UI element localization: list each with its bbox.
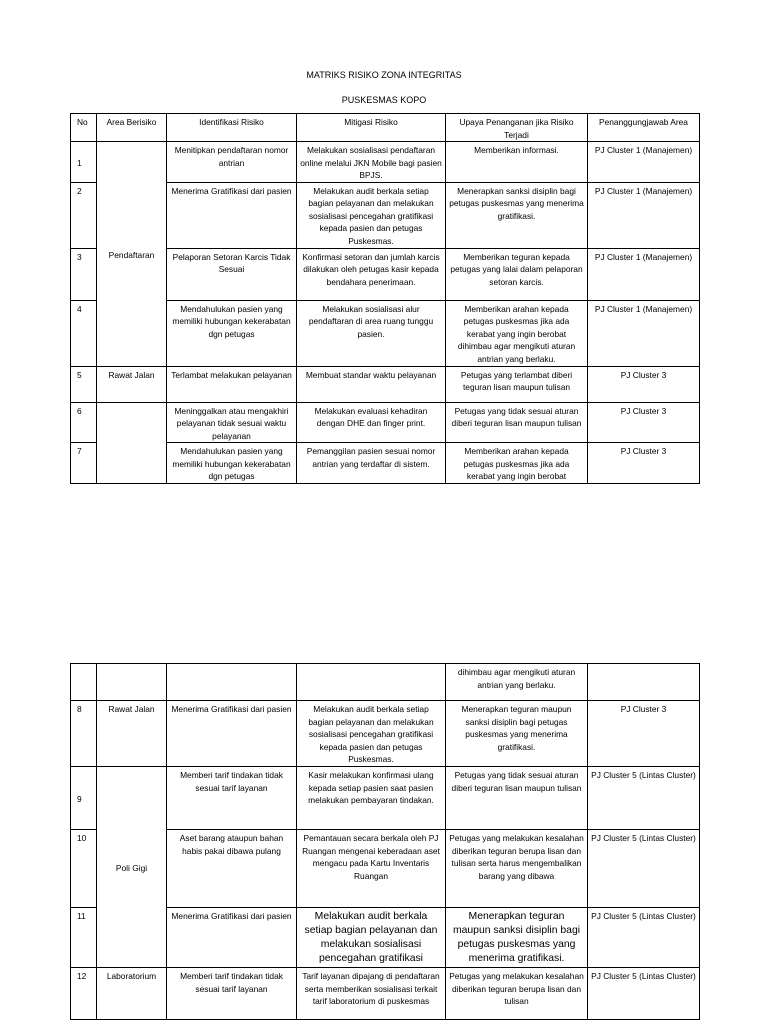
identifikasi-cell: Menerima Gratifikasi dari pasien [167,908,297,968]
document-subtitle: PUSKESMAS KOPO [341,95,427,105]
upaya-cell: Petugas yang melakukan kesalahan diberikan teguran berupa lisan dan tulisan [446,968,588,1020]
area-cell: Laboratorium [97,968,167,1020]
identifikasi-cell: Menerima Gratifikasi dari pasien [167,182,297,248]
area-cell-empty [97,664,167,701]
row-no: 7 [71,443,97,484]
identifikasi-cell-empty [167,664,297,701]
row-no: 11 [71,908,97,968]
pj-cell: PJ Cluster 1 (Manajemen) [588,248,700,300]
pj-cell: PJ Cluster 3 [588,402,700,443]
pj-cell: PJ Cluster 3 [588,366,700,402]
pj-cell: PJ Cluster 1 (Manajemen) [588,300,700,366]
table-row [71,968,700,1020]
mitigasi-cell: Melakukan audit berkala setiap bagian pelayanan dan melakukan sosialisasi pencegahan gratifikasi kepada pasien dan petugas Puskesmas. [297,701,446,767]
row-no: 6 [71,402,97,443]
area-cell: Rawat Jalan [97,366,167,402]
header-identifikasi: Identifikasi Risiko [167,114,297,142]
pj-cell: PJ Cluster 1 (Manajemen) [588,182,700,248]
mitigasi-cell: Melakukan sosialisasi alur pendaftaran di area ruang tunggu pasien. [297,300,446,366]
identifikasi-cell: Meninggalkan atau mengakhiri pelayanan tidak sesuai waktu pelayanan [167,402,297,443]
row-no: 12 [71,968,97,1020]
area-cell: Rawat Jalan [97,701,167,767]
pj-cell: PJ Cluster 3 [588,701,700,767]
risk-matrix-table-page-1 [70,113,700,484]
header-area: Area Berisiko [97,114,167,142]
upaya-cell: Menerapkan teguran maupun sanksi disiplin bagi petugas puskesmas yang menerima gratifikasi. [446,908,588,968]
upaya-cell: Memberikan teguran kepada petugas yang lalai dalam pelaporan setoran karcis. [446,248,588,300]
upaya-cell: dihimbau agar mengikuti aturan antrian yang berlaku. [446,664,588,701]
pj-cell: PJ Cluster 5 (Lintas Cluster) [588,830,700,908]
header-pj: Penanggungjawab Area [588,114,700,142]
mitigasi-cell: Pemantauan secara berkala oleh PJ Ruangan mengenai keberadaan aset mengacu pada Kartu Inventaris Ruangan [297,830,446,908]
identifikasi-cell: Pelaporan Setoran Karcis Tidak Sesuai [167,248,297,300]
header-no: No [71,114,97,142]
row-no: 1 [71,142,97,183]
upaya-cell: Memberikan informasi. [446,142,588,183]
row-no: 3 [71,248,97,300]
pj-cell: PJ Cluster 3 [588,443,700,484]
area-cell: Poli Gigi [97,767,167,968]
row-no: 5 [71,366,97,402]
row-no: 10 [71,830,97,908]
upaya-cell: Petugas yang melakukan kesalahan diberikan teguran berupa lisan dan tulisan serta harus mengembalikan barang yang dibawa [446,830,588,908]
risk-matrix-table-page-2 [70,663,700,1020]
identifikasi-cell: Memberi tarif tindakan tidak sesuai tarif layanan [167,968,297,1020]
upaya-cell: Petugas yang tidak sesuai aturan diberi teguran lisan maupun tulisan [446,767,588,830]
row-no-empty [71,664,97,701]
upaya-cell: Menerapkan teguran maupun sanksi disiplin bagi petugas puskesmas yang menerima gratifikasi. [446,701,588,767]
table-header-row [71,114,700,142]
table-row [71,767,700,830]
mitigasi-cell: Melakukan sosialisasi pendaftaran online melalui JKN Mobile bagi pasien BPJS. [297,142,446,183]
identifikasi-cell: Mendahulukan pasien yang memiliki hubungan kekerabatan dgn petugas [167,300,297,366]
pj-cell: PJ Cluster 5 (Lintas Cluster) [588,968,700,1020]
upaya-cell: Petugas yang terlambat diberi teguran lisan maupun tulisan [446,366,588,402]
mitigasi-cell: Melakukan evaluasi kehadiran dengan DHE dan finger print. [297,402,446,443]
mitigasi-cell: Pemanggilan pasien sesuai nomor antrian yang terdaftar di sistem. [297,443,446,484]
table-row [71,142,700,183]
area-cell: Pendaftaran [97,142,167,367]
document-title: MATRIKS RISIKO ZONA INTEGRITAS [306,70,462,80]
table-row [71,402,700,443]
row-no: 8 [71,701,97,767]
mitigasi-cell-empty [297,664,446,701]
identifikasi-cell: Menitipkan pendaftaran nomor antrian [167,142,297,183]
pj-cell: PJ Cluster 5 (Lintas Cluster) [588,767,700,830]
identifikasi-cell: Menerima Gratifikasi dari pasien [167,701,297,767]
mitigasi-cell: Membuat standar waktu pelayanan [297,366,446,402]
table-row [71,366,700,402]
mitigasi-cell: Melakukan audit berkala setiap bagian pelayanan dan melakukan sosialisasi pencegahan gratifikasi kepada pasien dan petugas Puskesmas. [297,182,446,248]
header-mitigasi: Mitigasi Risiko [297,114,446,142]
row-no: 2 [71,182,97,248]
mitigasi-cell: Tarif layanan dipajang di pendaftaran serta memberikan sosialisasi terkait tarif laboratorium di puskesmas [297,968,446,1020]
identifikasi-cell: Memberi tarif tindakan tidak sesuai tarif layanan [167,767,297,830]
pj-cell: PJ Cluster 5 (Lintas Cluster) [588,908,700,968]
table-row-continuation [71,664,700,701]
identifikasi-cell: Mendahulukan pasien yang memiliki hubungan kekerabatan dgn petugas [167,443,297,484]
identifikasi-cell: Aset barang ataupun bahan habis pakai dibawa pulang [167,830,297,908]
upaya-cell: Memberikan arahan kepada petugas puskesmas jika ada kerabat yang ingin berobat [446,443,588,484]
area-cell-empty [97,402,167,483]
upaya-cell: Petugas yang tidak sesuai aturan diberi teguran lisan maupun tulisan [446,402,588,443]
table-row [71,701,700,767]
pj-cell: PJ Cluster 1 (Manajemen) [588,142,700,183]
mitigasi-cell: Melakukan audit berkala setiap bagian pelayanan dan melakukan sosialisasi pencegahan gratifikasi [297,908,446,968]
row-no: 9 [71,767,97,830]
upaya-cell: Memberikan arahan kepada petugas puskesmas jika ada kerabat yang ingin berobat dihimbau agar mengikuti aturan antrian yang berlaku. [446,300,588,366]
identifikasi-cell: Terlambat melakukan pelayanan [167,366,297,402]
upaya-cell: Menerapkan sanksi disiplin bagi petugas puskesmas yang menerima gratifikasi. [446,182,588,248]
row-no: 4 [71,300,97,366]
pj-cell-empty [588,664,700,701]
mitigasi-cell: Konfirmasi setoran dan jumlah karcis dilakukan oleh petugas kasir kepada bendahara penerimaan. [297,248,446,300]
header-upaya: Upaya Penanganan jika Risiko Terjadi [446,114,588,142]
mitigasi-cell: Kasir melakukan konfirmasi ulang kepada setiap pasien saat pasien melakukan pembayaran tindakan. [297,767,446,830]
